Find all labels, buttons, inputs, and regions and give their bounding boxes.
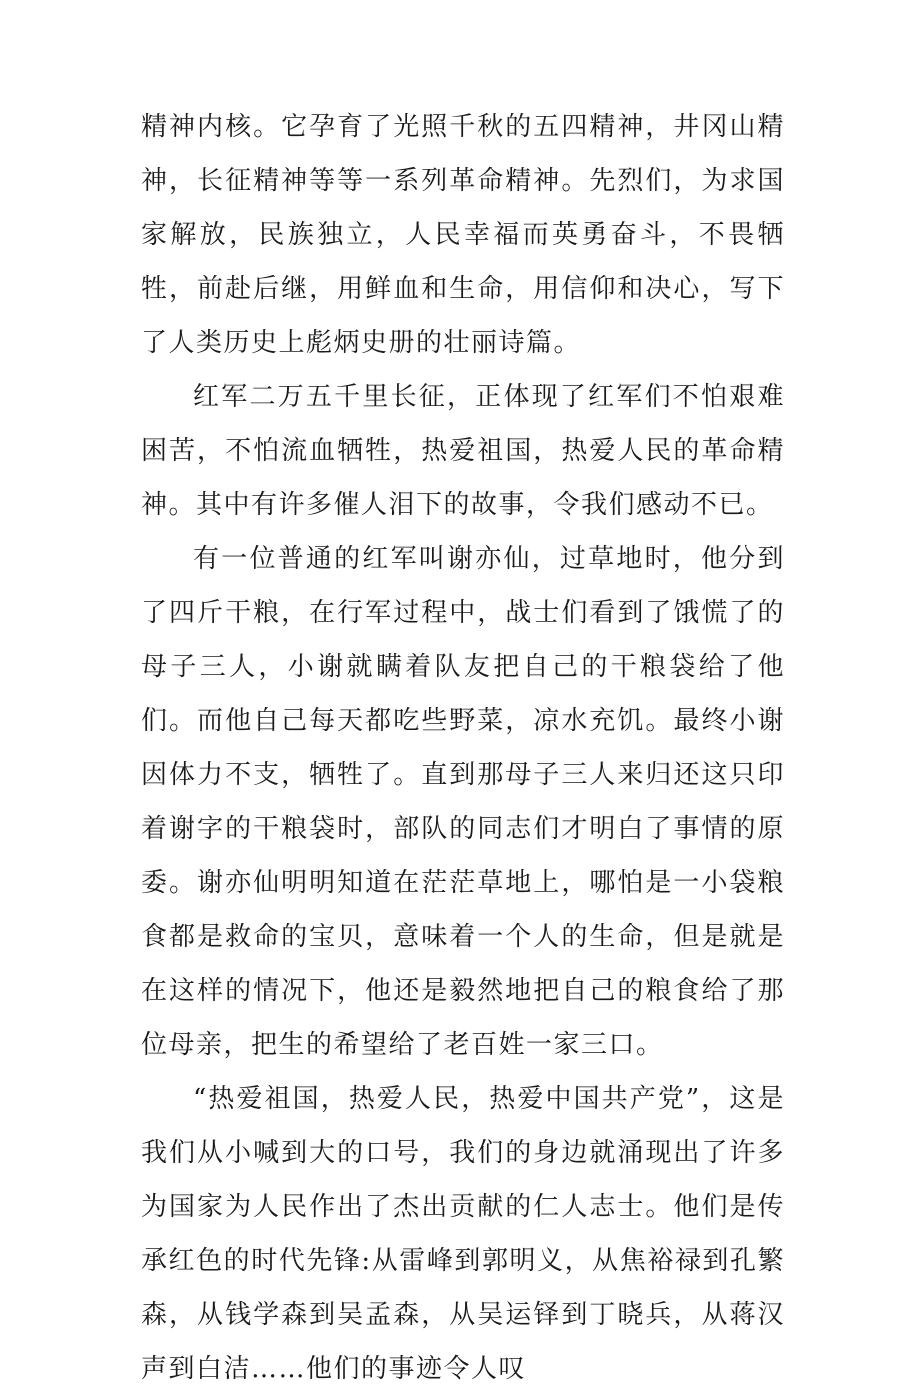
paragraph-1-continued: 精神内核。它孕育了光照千秋的五四精神，井冈山精神，长征精神等等一系列革命精神。先烈们，为求国家解放，民族独立，人民幸福而英勇奋斗，不畏牺牲，前赴后继，用鲜血和生命，用信仰和决心，写下了人类历史上彪炳史册的壮丽诗篇。 <box>141 112 785 358</box>
document-body <box>141 100 785 1396</box>
paragraph-3-xie-yixian-story: 有一位普通的红军叫谢亦仙，过草地时，他分到了四斤干粮，在行军过程中，战士们看到了饿慌了的母子三人，小谢就瞒着队友把自己的干粮袋给了他们。而他自己每天都吃些野菜，凉水充饥。最终小谢因体力不支，牺牲了。直到那母子三人来归还这只印着谢字的干粮袋时，部队的同志们才明白了事情的原委。谢亦仙明明知道在茫茫草地上，哪怕是一小袋粮食都是救命的宝贝，意味着一个人的生命，但是就是在这样的情况下，他还是毅然地把自己的粮食给了那位母亲，把生的希望给了老百姓一家三口。 <box>141 544 785 1060</box>
paragraph-4-slogan: “热爱祖国，热爱人民，热爱中国共产党”，这是我们从小喊到大的口号，我们的身边就涌现出了许多为国家为人民作出了杰出贡献的仁人志士。他们是传承红色的时代先锋:从雷峰到郭明义，从焦裕禄到孔繁森，从钱学森到吴孟森，从吴运铎到丁晓兵，从蒋汉声到白洁……他们的事迹令人叹 <box>141 1084 785 1384</box>
paragraph-2-long-march: 红军二万五千里长征，正体现了红军们不怕艰难困苦，不怕流血牺牲，热爱祖国，热爱人民的革命精神。其中有许多催人泪下的故事，令我们感动不已。 <box>141 382 785 520</box>
